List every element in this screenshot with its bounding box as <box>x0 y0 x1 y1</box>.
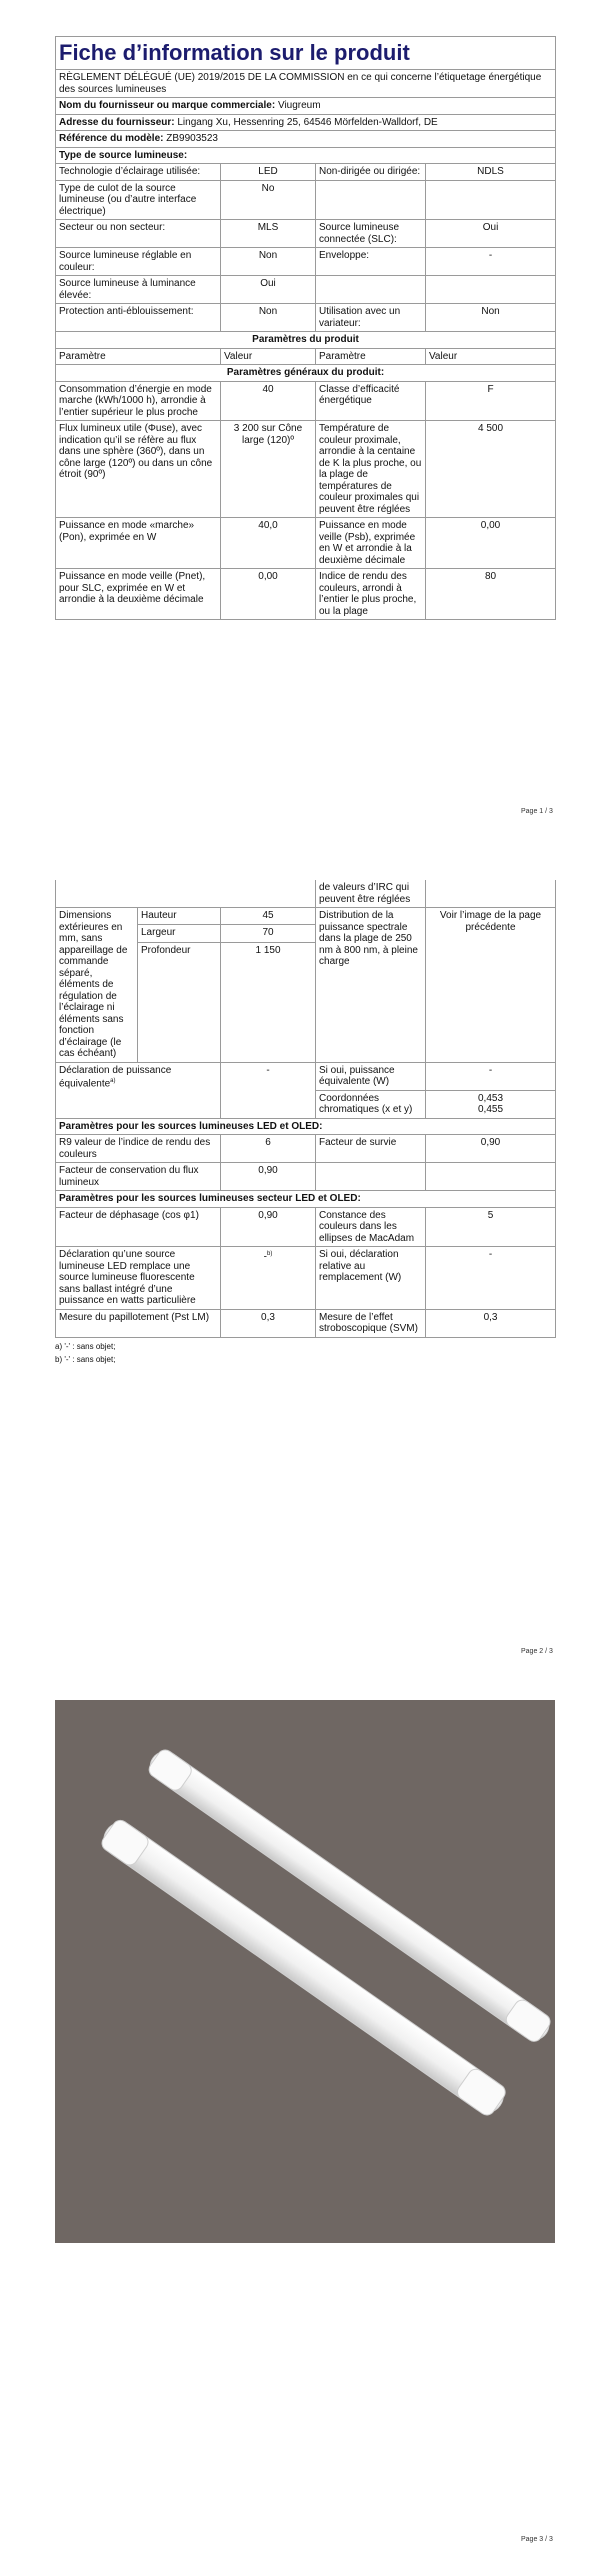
supplier-value: Viugreum <box>277 100 321 111</box>
empty-cell <box>56 880 316 908</box>
table-row <box>56 248 556 276</box>
dimensions-label: Dimensions extérieures en mm, sans appareillage de commande séparé, éléments de régulation de l’éclairage ni éléments sans fonction d’éclairage (le cas échéant) <box>56 908 138 1063</box>
table-row <box>56 220 556 248</box>
page-1 <box>0 0 603 820</box>
chroma-values <box>426 1090 556 1118</box>
row-label <box>316 180 426 220</box>
page-3 <box>0 1700 603 2560</box>
general-header: Paramètres généraux du produit: <box>56 365 556 382</box>
macadam-label: Constance des couleurs dans les ellipses de MacAdam <box>316 1207 426 1247</box>
product-photo <box>55 1700 555 2243</box>
table-row <box>56 276 556 304</box>
table-row <box>56 1309 556 1337</box>
row-label: Source lumineuse connectée (SLC): <box>316 220 426 248</box>
type-header: Type de source lumineuse: <box>56 147 556 164</box>
supplier-row <box>56 98 556 115</box>
table-row <box>56 381 556 421</box>
row-value: 3 200 sur Cône large (120)º <box>221 421 316 518</box>
svm-value: 0,3 <box>426 1309 556 1337</box>
address-row <box>56 114 556 131</box>
row-value: 40 <box>221 381 316 421</box>
footnote-a: a) '-' : sans objet; <box>55 1341 116 1351</box>
regulation-text: RÈGLEMENT DÉLÉGUÉ (UE) 2019/2015 DE LA COMMISSION en ce qui concerne l’étiquetage énergétique des sources lumineuses <box>56 70 556 98</box>
phase-value: 0,90 <box>221 1207 316 1247</box>
equivalent-power-text: Déclaration de puissance équivalente <box>59 1064 172 1090</box>
dim-value: 70 <box>221 925 316 942</box>
flicker-label: Mesure du papillotement (Pst LM) <box>56 1309 221 1337</box>
table-row <box>56 518 556 569</box>
table-row <box>56 880 556 908</box>
row-value: 0,00 <box>221 569 316 620</box>
row-value: 80 <box>426 569 556 620</box>
table-row <box>56 304 556 332</box>
dim-name: Profondeur <box>138 942 221 1062</box>
row-label: Non-dirigée ou dirigée: <box>316 164 426 181</box>
dim-name: Hauteur <box>138 908 221 925</box>
flux-maintenance-label: Facteur de conservation du flux lumineux <box>56 1163 221 1191</box>
table-row <box>56 908 556 925</box>
row-label: Enveloppe: <box>316 248 426 276</box>
chroma-y: 0,455 <box>478 1104 504 1115</box>
r9-label: R9 valeur de l’indice de rendu des couleurs <box>56 1135 221 1163</box>
row-value: No <box>221 180 316 220</box>
row-value: 0,00 <box>426 518 556 569</box>
spectral-label: Distribution de la puissance spectrale dans la plage de 250 nm à 800 nm, à pleine charge <box>316 908 426 1063</box>
survival-value: 0,90 <box>426 1135 556 1163</box>
row-value: Oui <box>426 220 556 248</box>
page-2 <box>0 880 603 1680</box>
page-footer: Page 3 / 3 <box>521 2536 553 2543</box>
spectral-value: Voir l’image de la page précédente <box>426 908 556 1063</box>
table-row <box>56 164 556 181</box>
r9-value: 6 <box>221 1135 316 1163</box>
model-row <box>56 131 556 148</box>
macadam-value: 5 <box>426 1207 556 1247</box>
row-label: Flux lumineux utile (Φuse), avec indication qu’il se réfère au flux dans une sphère (360º), dans un cône large (120º) ou dans un cône étroit (90º) <box>56 421 221 518</box>
params-table-continued <box>55 880 556 1338</box>
row-label: Puissance en mode veille (Pnet), pour SLC, exprimée en W et arrondie à la deuxième décimale <box>56 569 221 620</box>
mains-header: Paramètres pour les sources lumineuses secteur LED et OLED: <box>56 1191 556 1208</box>
table-row <box>56 1163 556 1191</box>
address-label: Adresse du fournisseur: <box>59 116 175 128</box>
row-label: Secteur ou non secteur: <box>56 220 221 248</box>
replacement-value: -$^{b)}$ <box>221 1247 316 1310</box>
row-label: Source lumineuse à luminance élevée: <box>56 276 221 304</box>
model-label: Référence du modèle: <box>59 133 164 144</box>
row-value: Non <box>426 304 556 332</box>
col-param: Paramètre <box>56 348 221 365</box>
row-label: Technologie d’éclairage utilisée: <box>56 164 221 181</box>
col-value: Valeur <box>426 348 556 365</box>
row-value <box>426 180 556 220</box>
equivalent-power2-value: - <box>426 1062 556 1090</box>
replacement2-label: Si oui, déclaration relative au remplacement (W) <box>316 1247 426 1310</box>
row-label: Puissance en mode veille (Psb), exprimée en W et arrondie à la deuxième décimale <box>316 518 426 569</box>
dim-name: Largeur <box>138 925 221 942</box>
page-footer: Page 1 / 3 <box>521 808 553 815</box>
row-value: 4 500 <box>426 421 556 518</box>
row-value <box>426 276 556 304</box>
dim-value: 45 <box>221 908 316 925</box>
page-title: Fiche d’information sur le produit <box>56 37 556 70</box>
row-label: Classe d’efficacité énergétique <box>316 381 426 421</box>
params-header: Paramètres du produit <box>56 332 556 349</box>
empty-cell <box>316 1163 426 1191</box>
flux-maintenance-value: 0,90 <box>221 1163 316 1191</box>
empty-cell <box>426 1163 556 1191</box>
row-label: Utilisation avec un variateur: <box>316 304 426 332</box>
row-value: Oui <box>221 276 316 304</box>
row-label: Température de couleur proximale, arrondie à la centaine de K la plus proche, ou la plage de températures de couleur proximales qui peuvent être réglées <box>316 421 426 518</box>
col-param: Paramètre <box>316 348 426 365</box>
supplier-label: Nom du fournisseur ou marque commerciale: <box>59 100 276 111</box>
led-header: Paramètres pour les sources lumineuses LED et OLED: <box>56 1118 556 1135</box>
row-value: Non <box>221 248 316 276</box>
info-table <box>55 36 556 620</box>
replacement2-value: - <box>426 1247 556 1310</box>
dim-value: 1 150 <box>221 942 316 1062</box>
row-label: Puissance en mode «marche» (Pon), exprimée en W <box>56 518 221 569</box>
row-value: - <box>426 248 556 276</box>
model-value: ZB9903523 <box>166 133 218 144</box>
footnote-b: b) '-' : sans objet; <box>55 1354 116 1364</box>
replacement-label: Déclaration qu’une source lumineuse LED remplace une source lumineuse fluorescente sans ballast intégré d’une puissance en watts particulière <box>56 1247 221 1310</box>
survival-label: Facteur de survie <box>316 1135 426 1163</box>
equivalent-power-value: - <box>221 1062 316 1118</box>
page-footer: Page 2 / 3 <box>521 1648 553 1655</box>
row-label: Source lumineuse réglable en couleur: <box>56 248 221 276</box>
row-value: F <box>426 381 556 421</box>
row-value: Non <box>221 304 316 332</box>
led-tube-lights-image <box>55 1700 555 2243</box>
svm-label: Mesure de l’effet stroboscopique (SVM) <box>316 1309 426 1337</box>
table-row <box>56 1062 556 1090</box>
row-label: Protection anti-éblouissement: <box>56 304 221 332</box>
chroma-label: Coordonnées chromatiques (x et y) <box>316 1090 426 1118</box>
flicker-value: 0,3 <box>221 1309 316 1337</box>
row-label: Consommation d’énergie en mode marche (kWh/1000 h), arrondie à l’entier supérieur le plus proche <box>56 381 221 421</box>
table-row <box>56 569 556 620</box>
table-row <box>56 1247 556 1310</box>
chroma-x: 0,453 <box>478 1092 504 1104</box>
table-row <box>56 1135 556 1163</box>
row-value: LED <box>221 164 316 181</box>
table-row <box>56 1207 556 1247</box>
equivalent-power2-label: Si oui, puissance équivalente (W) <box>316 1062 426 1090</box>
table-row <box>56 421 556 518</box>
row-label: Indice de rendu des couleurs, arrondi à l’entier le plus proche, ou la plage <box>316 569 426 620</box>
row-label: Type de culot de la source lumineuse (ou d’autre interface électrique) <box>56 180 221 220</box>
row-value: 40,0 <box>221 518 316 569</box>
table-row <box>56 180 556 220</box>
phase-label: Facteur de déphasage (cos φ1) <box>56 1207 221 1247</box>
col-value: Valeur <box>221 348 316 365</box>
row-value: MLS <box>221 220 316 248</box>
address-value: Lingang Xu, Hessenring 25, 64546 Mörfelden-Walldorf, DE <box>177 116 438 128</box>
row-label <box>316 276 426 304</box>
row-value: NDLS <box>426 164 556 181</box>
equivalent-power-label: Déclaration de puissance équivalente$^{a)}$ <box>56 1062 221 1118</box>
replacement-value-text: - <box>263 1251 267 1263</box>
empty-cell <box>426 880 556 908</box>
column-header-row <box>56 348 556 365</box>
cri-range-text: de valeurs d’IRC qui peuvent être réglées <box>316 880 426 908</box>
